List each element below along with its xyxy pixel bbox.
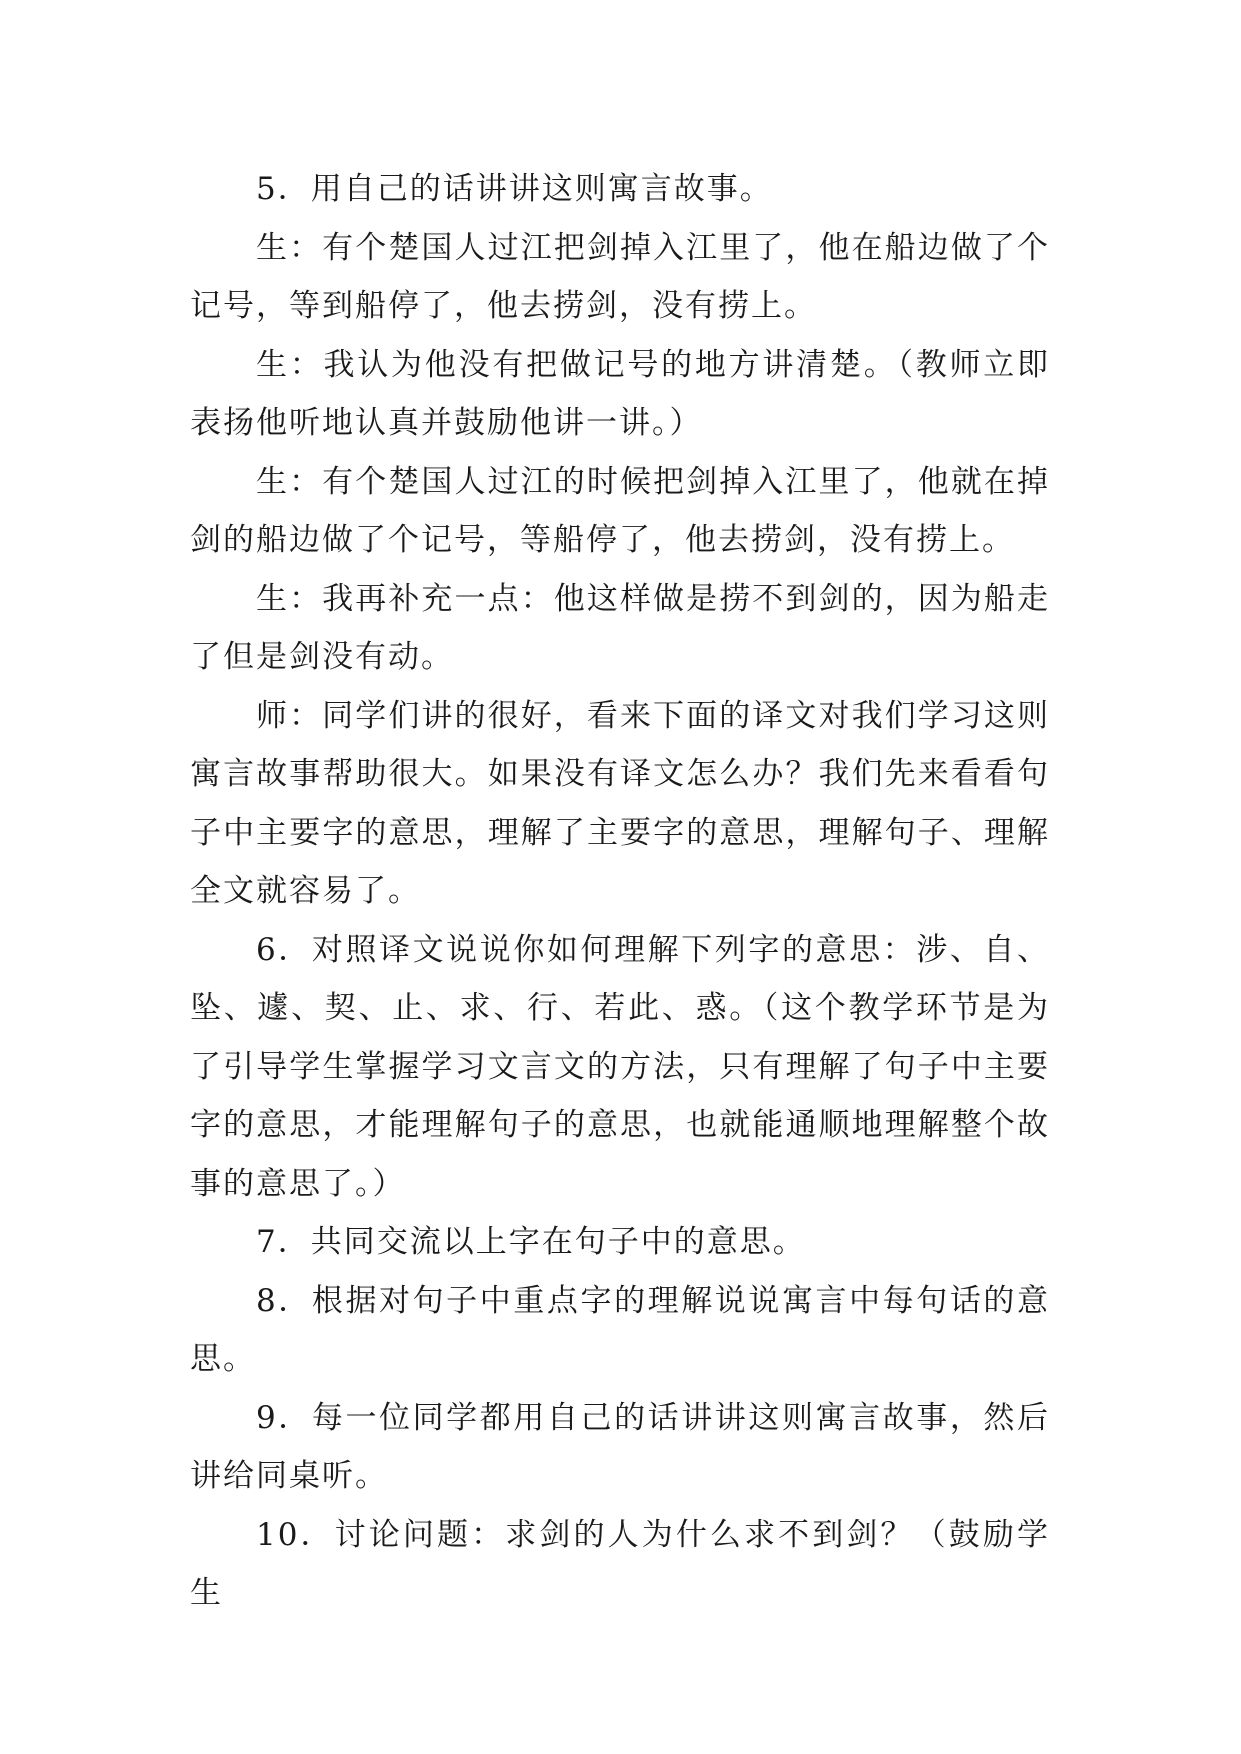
paragraph-step-9: 9．每一位同学都用自己的话讲讲这则寓言故事，然后讲给同桌听。	[190, 1399, 1050, 1494]
paragraph-step-5: 5．用自己的话讲讲这则寓言故事。	[256, 171, 773, 207]
paragraph-step-10: 10．讨论问题：求剑的人为什么求不到剑？（鼓励学生	[190, 1516, 1050, 1611]
paragraph-step-6: 6．对照译文说说你如何理解下列字的意思：涉、自、坠、遽、契、止、求、行、若此、惑。（这个教学环节是为了引导学生掌握学习文言文的方法，只有理解了句子中主要字的意思，才能理解句子的意思，也就能通顺地理解整个故事的意思了。）	[190, 931, 1050, 1202]
paragraph-student-answer-1: 生：有个楚国人过江把剑掉入江里了，他在船边做了个记号，等到船停了，他去捞剑，没有捞上。	[190, 229, 1050, 324]
paragraph-teacher-comment: 师：同学们讲的很好，看来下面的译文对我们学习这则寓言故事帮助很大。如果没有译文怎么办？我们先来看看句子中主要字的意思，理解了主要字的意思，理解句子、理解全文就容易了。	[190, 697, 1050, 909]
paragraph-student-answer-3: 生：有个楚国人过江的时候把剑掉入江里了，他就在掉剑的船边做了个记号，等船停了，他去捞剑，没有捞上。	[190, 463, 1050, 558]
paragraph-step-8: 8．根据对句子中重点字的理解说说寓言中每句话的意思。	[190, 1282, 1050, 1377]
document-body	[190, 160, 1050, 1623]
paragraph-step-7: 7．共同交流以上字在句子中的意思。	[256, 1224, 806, 1260]
paragraph-student-answer-2: 生：我认为他没有把做记号的地方讲清楚。（教师立即表扬他听地认真并鼓励他讲一讲。）	[190, 346, 1050, 441]
paragraph-student-answer-4: 生：我再补充一点：他这样做是捞不到剑的，因为船走了但是剑没有动。	[190, 580, 1050, 675]
